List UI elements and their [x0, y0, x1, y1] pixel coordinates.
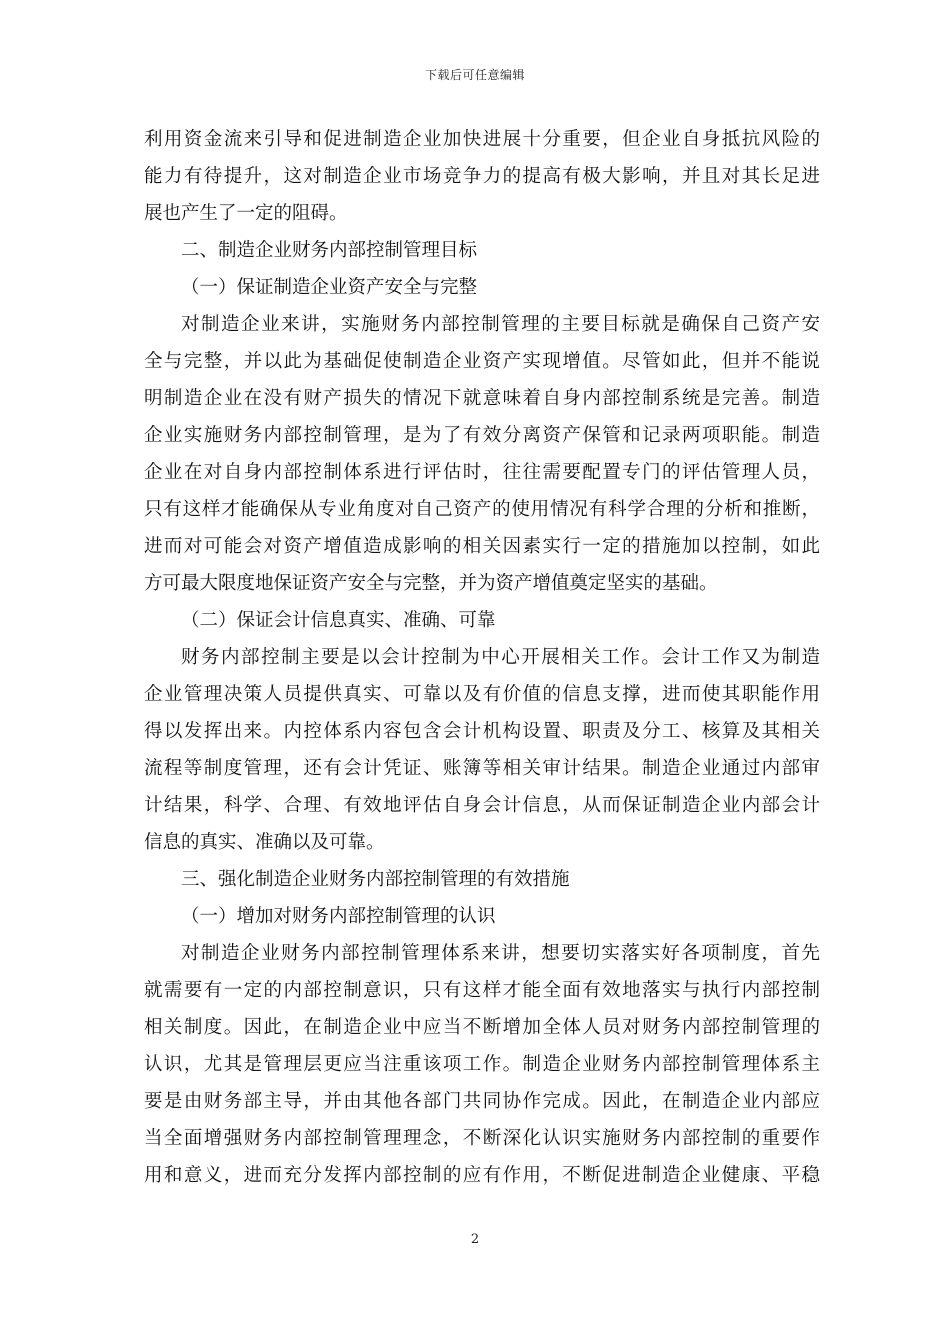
paragraph-line: 用和意义，进而充分发挥内部控制的应有作用，不断促进制造企业健康、平稳 [144, 1165, 820, 1186]
page-number: 2 [470, 1232, 480, 1247]
document-body [144, 121, 820, 1194]
subsection-heading: （二）保证会计信息真实、准确、可靠 [181, 610, 496, 631]
paragraph-line: 认识，尤其是管理层更应当注重该项工作。制造企业财务内部控制管理体系主 [144, 1054, 820, 1075]
paragraph-line: 只有这样才能确保从专业角度对自己资产的使用情况有科学合理的分析和推断， [144, 499, 820, 520]
section-heading: 二、制造企业财务内部控制管理目标 [181, 240, 478, 261]
paragraph-line: 企业管理决策人员提供真实、可靠以及有价值的信息支撑，进而使其职能作用 [144, 684, 820, 705]
paragraph-line: 就需要有一定的内部控制意识，只有这样才能全面有效地落实与执行内部控制 [144, 980, 820, 1001]
paragraph-line: 计结果，科学、合理、有效地评估自身会计信息，从而保证制造企业内部会计 [144, 795, 820, 816]
subsection-heading: （一）保证制造企业资产安全与完整 [181, 277, 478, 298]
paragraph-line: 对制造企业财务内部控制管理体系来讲，想要切实落实好各项制度，首先 [181, 943, 820, 964]
paragraph-line: 流程等制度管理，还有会计凭证、账簿等相关审计结果。制造企业通过内部审 [144, 758, 820, 779]
paragraph-line: 相关制度。因此，在制造企业中应当不断增加全体人员对财务内部控制管理的 [144, 1017, 820, 1038]
subsection-heading: （一）增加对财务内部控制管理的认识 [181, 906, 496, 927]
paragraph-line: 当全面增强财务内部控制管理理念，不断深化认识实施财务内部控制的重要作 [144, 1128, 820, 1149]
paragraph-line: 能力有待提升，这对制造企业市场竞争力的提高有极大影响，并且对其长足进 [144, 166, 820, 187]
paragraph-line: 财务内部控制主要是以会计控制为中心开展相关工作。会计工作又为制造 [181, 647, 820, 668]
page-header: 下载后可任意编辑 [424, 68, 525, 82]
paragraph-line: 展也产生了一定的阻碍。 [144, 203, 348, 224]
paragraph-line: 方可最大限度地保证资产安全与完整，并为资产增值奠定坚实的基础。 [144, 573, 718, 594]
paragraph-line: 得以发挥出来。内控体系内容包含会计机构设置、职责及分工、核算及其相关 [144, 721, 820, 742]
section-heading: 三、强化制造企业财务内部控制管理的有效措施 [181, 869, 570, 890]
paragraph-line: 要是由财务部主导，并由其他各部门共同协作完成。因此，在制造企业内部应 [144, 1091, 820, 1112]
paragraph-line: 对制造企业来讲，实施财务内部控制管理的主要目标就是确保自己资产安 [181, 314, 820, 335]
paragraph-line: 信息的真实、准确以及可靠。 [144, 832, 385, 853]
paragraph-line: 全与完整，并以此为基础促使制造企业资产实现增值。尽管如此，但并不能说 [144, 351, 820, 372]
paragraph-line: 进而对可能会对资产增值造成影响的相关因素实行一定的措施加以控制，如此 [144, 536, 820, 557]
paragraph-line: 明制造企业在没有财产损失的情况下就意味着自身内部控制系统是完善。制造 [144, 388, 820, 409]
paragraph-line: 企业实施财务内部控制管理，是为了有效分离资产保管和记录两项职能。制造 [144, 425, 820, 446]
paragraph-line: 企业在对自身内部控制体系进行评估时，往往需要配置专门的评估管理人员， [144, 462, 820, 483]
paragraph-line: 利用资金流来引导和促进制造企业加快进展十分重要，但企业自身抵抗风险的 [144, 129, 820, 150]
